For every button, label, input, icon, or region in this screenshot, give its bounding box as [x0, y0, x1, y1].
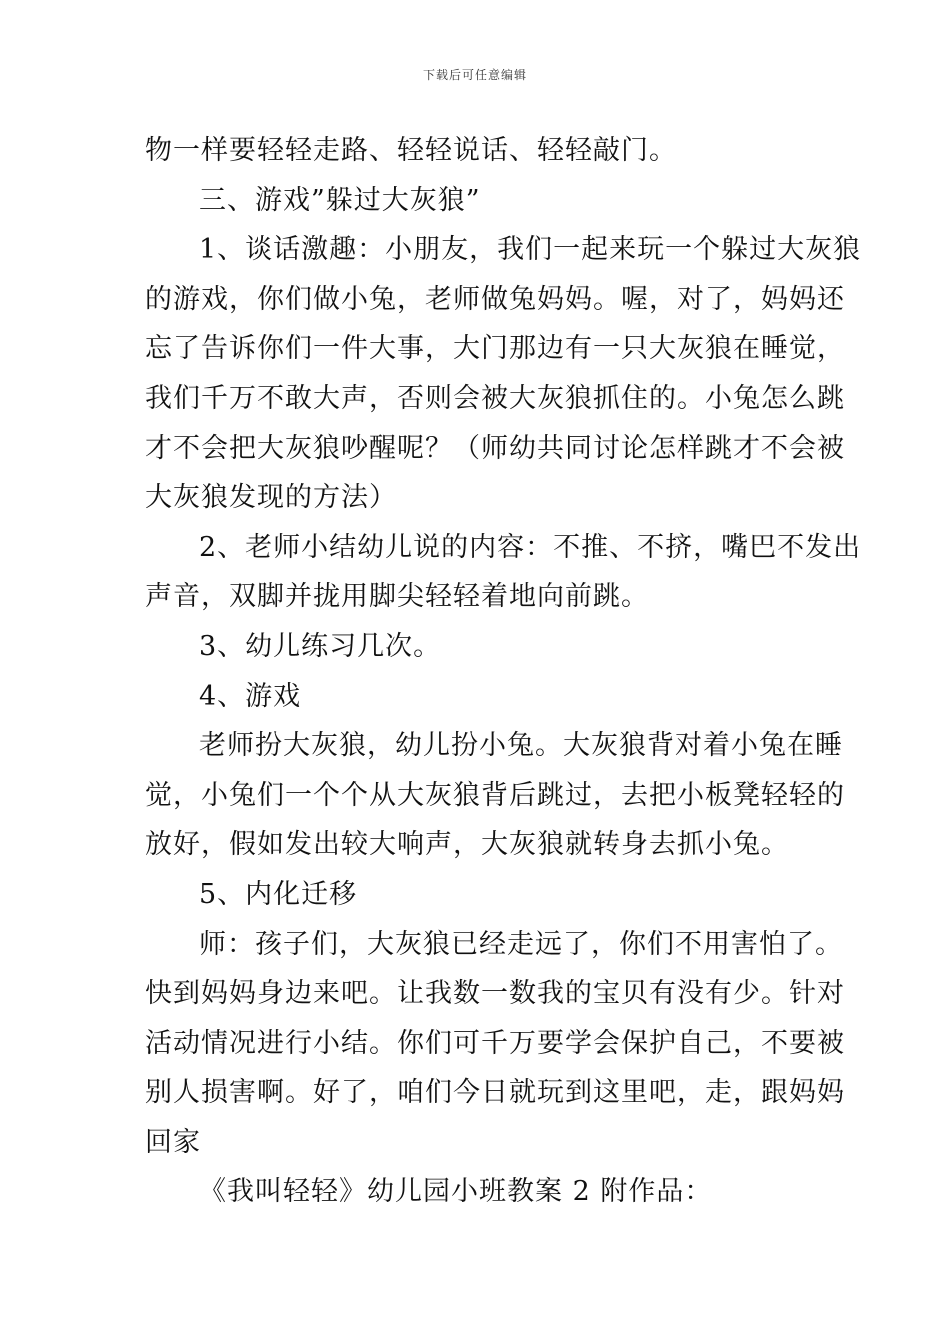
text-line: 1、谈话激趣：小朋友，我们一起来玩一个躲过大灰狼 [199, 234, 862, 266]
text-line: 我们千万不敢大声，否则会被大灰狼抓住的。小兔怎么跳 [145, 382, 845, 414]
document-body [145, 126, 862, 1217]
text-line: 3、幼儿练习几次。 [199, 630, 442, 662]
text-line: 老师扮大灰狼，幼儿扮小兔。大灰狼背对着小兔在睡 [199, 730, 843, 762]
text-line: 三、游戏”躲过大灰狼” [199, 184, 481, 216]
text-line: 声音，双脚并拢用脚尖轻轻着地向前跳。 [145, 581, 649, 613]
text-line: 觉，小兔们一个个从大灰狼背后跳过，去把小板凳轻轻的 [145, 779, 845, 811]
text-line: 活动情况进行小结。你们可千万要学会保护自己，不要被 [145, 1027, 845, 1059]
text-line: 回家 [145, 1126, 201, 1158]
text-line: 大灰狼发现的方法） [145, 482, 397, 514]
text-line: 的游戏，你们做小兔，老师做兔妈妈。喔，对了，妈妈还 [145, 283, 845, 315]
text-line: 物一样要轻轻走路、轻轻说话、轻轻敲门。 [145, 135, 677, 166]
text-line: 2、老师小结幼儿说的内容：不推、不挤，嘴巴不发出 [199, 531, 862, 563]
text-line: 忘了告诉你们一件大事，大门那边有一只大灰狼在睡觉， [145, 333, 845, 365]
text-line: 放好，假如发出较大响声，大灰狼就转身去抓小兔。 [145, 829, 789, 861]
text-line: 《我叫轻轻》幼儿园小班教案 2 附作品： [199, 1176, 713, 1208]
text-line: 别人损害啊。好了，咱们今日就玩到这里吧，走，跟妈妈 [145, 1077, 845, 1109]
text-line: 师：孩子们，大灰狼已经走远了，你们不用害怕了。 [199, 928, 843, 960]
text-line: 快到妈妈身边来吧。让我数一数我的宝贝有没有少。针对 [145, 978, 845, 1010]
text-line: 才不会把大灰狼吵醒呢？（师幼共同讨论怎样跳才不会被 [145, 432, 845, 464]
text-line: 4、游戏 [199, 680, 302, 712]
text-line: 5、内化迁移 [199, 878, 358, 910]
page-header: 下载后可任意编辑 [422, 68, 527, 82]
